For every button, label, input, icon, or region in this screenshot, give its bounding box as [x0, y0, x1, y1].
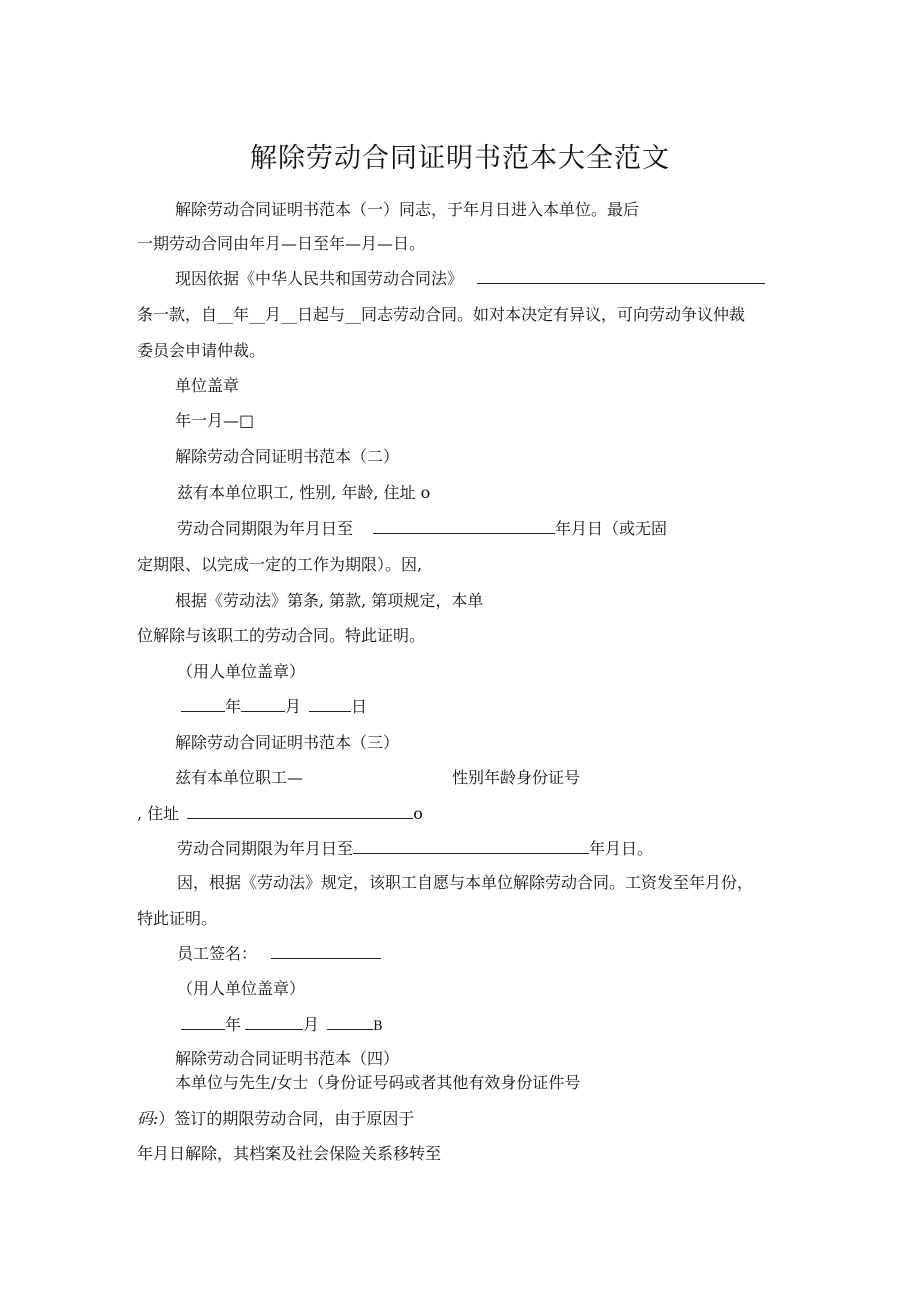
s2-paragraph-1: 兹有本单位职工, 性别, 年龄, 住址 o: [177, 483, 431, 502]
signature-blank: [271, 944, 381, 959]
s2-date-day: 日: [351, 697, 368, 716]
s3-heading: 解除劳动合同证明书范本（三）: [175, 733, 400, 752]
s4-paragraph-1: 本单位与先生/女士（身份证号码或者其他有效身份证件号: [175, 1073, 581, 1092]
s4-paragraph-2-rest: ）签订的期限劳动合同，由于原因于: [158, 1109, 415, 1128]
fill-blank: [373, 519, 555, 534]
fill-blank: [187, 804, 413, 819]
s1-paragraph-1b: 一期劳动合同由年月—日至年—月—日。: [137, 234, 426, 253]
s2-paragraph-2b: 定期限、以完成一定的工作为期限）。因,: [137, 555, 423, 574]
s3-paragraph-2: [137, 803, 423, 825]
s1-paragraph-2a: [175, 268, 765, 290]
s3-paragraph-3: [177, 838, 653, 860]
s4-paragraph-2-italic: 码:: [137, 1109, 159, 1128]
s4-paragraph-3: 年月日解除，其档案及社会保险关系移转至: [137, 1144, 442, 1163]
s2-date-month: 月: [285, 697, 302, 716]
s3-paragraph-2-lead: , 住址: [137, 804, 180, 823]
s3-signature-label: 员工签名：: [177, 944, 258, 963]
s2-heading: 解除劳动合同证明书范本（二）: [175, 447, 400, 466]
fill-blank: [241, 697, 285, 712]
s4-paragraph-2: [137, 1108, 414, 1130]
s3-date-month: 月: [303, 1015, 320, 1034]
s3-paragraph-1b: 性别年龄身份证号: [452, 768, 581, 787]
s1-date-line: 年一月—□: [175, 411, 255, 430]
s3-paragraph-2-tail: o: [413, 804, 423, 823]
fill-blank: [477, 269, 765, 284]
s2-paragraph-2a: [177, 518, 667, 540]
s3-paragraph-3-tail: 年月日。: [589, 839, 654, 858]
s1-seal-label: 单位盖章: [175, 376, 240, 395]
s2-paragraph-3b: 位解除与该职工的劳动合同。特此证明。: [137, 626, 426, 645]
s3-date-year: 年: [225, 1015, 242, 1034]
s3-seal-label: （用人单位盖章）: [177, 979, 306, 998]
s3-paragraph-3-text: 劳动合同期限为年月日至: [177, 839, 354, 858]
s3-date-day: B: [373, 1019, 383, 1034]
s2-seal-label: （用人单位盖章）: [177, 662, 306, 681]
s2-paragraph-2a-text: 劳动合同期限为年月日至: [177, 519, 354, 538]
s3-paragraph-4a: 因，根据《劳动法》规定，该职工自愿与本单位解除劳动合同。工资发至年月份，: [177, 873, 754, 892]
s3-signature-line: [177, 943, 381, 965]
fill-blank: [353, 839, 589, 854]
s2-paragraph-2a-tail: 年月日（或无固: [555, 519, 668, 538]
s3-paragraph-1a: 兹有本单位职工—: [175, 768, 304, 787]
fill-blank: [181, 697, 225, 712]
fill-blank: [181, 1015, 225, 1030]
s1-paragraph-1a: 解除劳动合同证明书范本（一）同志，于年月日进入本单位。最后: [175, 200, 640, 219]
fill-blank: [245, 1015, 303, 1030]
s3-date-line: [181, 1014, 383, 1038]
s3-paragraph-4b: 特此证明。: [137, 909, 218, 928]
s1-paragraph-2c: 委员会申请仲裁。: [137, 341, 266, 360]
s2-paragraph-3a: 根据《劳动法》第条, 第款, 第项规定，本单: [175, 591, 484, 610]
s1-paragraph-2b: 条一款，自__年__月__日起与__同志劳动合同。如对本决定有异议，可向劳动争议仲裁: [137, 305, 746, 324]
s4-heading: 解除劳动合同证明书范本（四）: [175, 1049, 400, 1068]
fill-blank: [327, 1015, 373, 1030]
s1-paragraph-2a-text: 现因依据《中华人民共和国劳动合同法》: [175, 269, 464, 288]
s2-date-year: 年: [225, 697, 242, 716]
fill-blank: [309, 697, 351, 712]
s2-date-line: [181, 696, 367, 718]
document-title: 解除劳动合同证明书范本大全范文: [250, 143, 670, 174]
